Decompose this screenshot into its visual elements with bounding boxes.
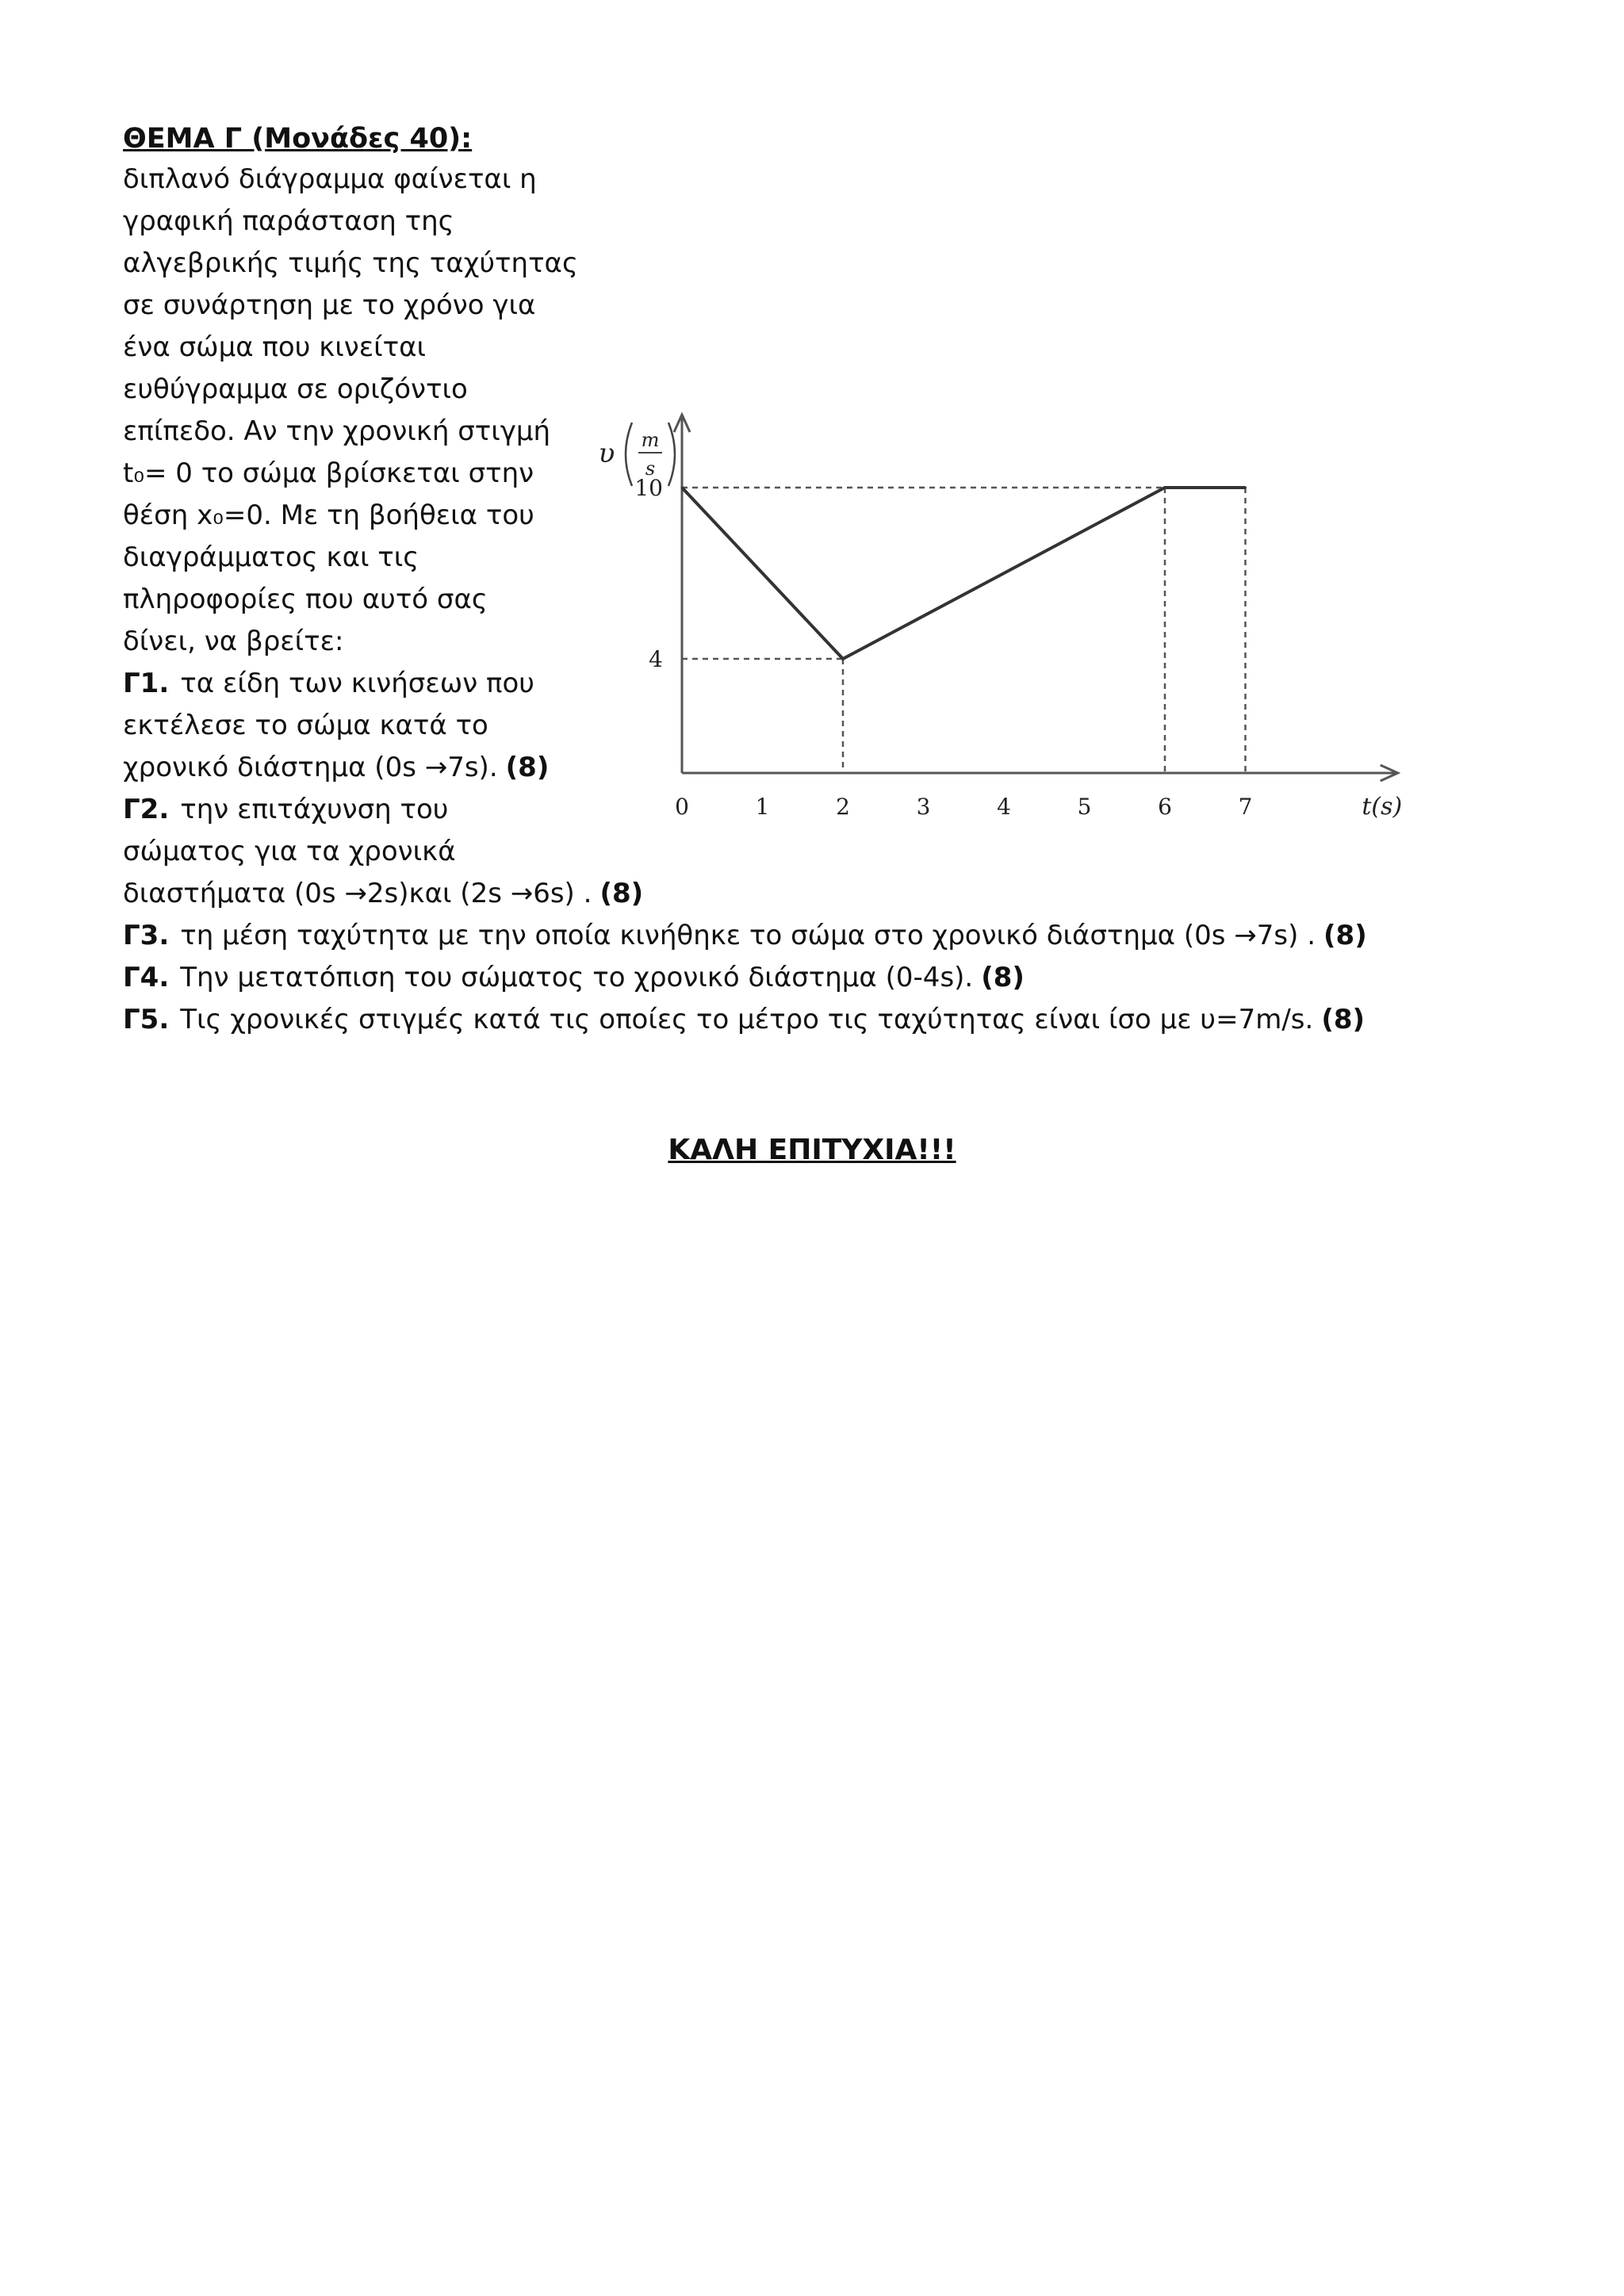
y-axis-paren-left (626, 423, 632, 486)
data-point (842, 658, 845, 660)
question-label: Γ4. (123, 962, 170, 993)
x-tick-label: 0 (675, 794, 689, 820)
x-tick-label: 2 (836, 794, 850, 820)
question-text: τη μέση ταχύτητα με την οποία κινήθηκε το σώμα στο χρονικό διάστημα (0s →7s) . (180, 920, 1316, 951)
intro-line: πληροφορίες που αυτό σας (123, 584, 488, 615)
x-tick-label: 5 (1077, 794, 1092, 820)
intro-line: γραφική παράσταση της (123, 205, 454, 237)
question-label: Γ2. (123, 794, 170, 825)
y-unit-numerator: m (641, 429, 660, 451)
problem-intro (123, 159, 599, 663)
question-text: Την μετατόπιση του σώματος το χρονικό διάστημα (0-4s). (180, 962, 974, 993)
intro-line: ευθύγραμμα σε οριζόντιο (123, 373, 468, 405)
intro-line: σε συνάρτηση με το χρόνο για (123, 289, 536, 321)
chart-series (681, 487, 1247, 660)
intro-line: διπλανό διάγραμμα φαίνεται η (123, 163, 537, 195)
question-label: Γ3. (123, 920, 170, 951)
question-text: την επιτάχυνση του (180, 794, 449, 825)
question-points: (8) (1321, 1004, 1365, 1035)
y-tick-label: 10 (634, 475, 663, 501)
section-heading: ΘΕΜΑ Γ (Μονάδες 40): (123, 123, 473, 155)
question-label: Γ5. (123, 1004, 170, 1035)
intro-line: t₀= 0 το σώμα βρίσκεται στην (123, 457, 534, 489)
question-text: Τις χρονικές στιγμές κατά τις οποίες το μέτρο τις ταχύτητας είναι ίσο με υ=7m/s. (180, 1004, 1314, 1035)
data-point (681, 487, 684, 489)
intro-line: δίνει, να βρείτε: (123, 626, 344, 657)
question-text: διαστήματα (0s →2s)και (2s →6s) . (123, 878, 592, 909)
velocity-line (682, 488, 1246, 659)
x-tick-label: 3 (916, 794, 931, 820)
x-tick-label: 1 (755, 794, 770, 820)
question-g2 (123, 789, 643, 915)
question-text: εκτέλεσε το σώμα κατά το (123, 710, 488, 741)
question-g1 (123, 663, 549, 789)
question-label: Γ1. (123, 668, 170, 699)
closing-wish: ΚΑΛΗ ΕΠΙΤΥΧΙΑ!!! (668, 1134, 956, 1166)
x-tick-label: 6 (1158, 794, 1172, 820)
x-axis-label: t(s) (1362, 793, 1403, 821)
question-points: (8) (505, 752, 550, 783)
intro-line: επίπεδο. Αν την χρονική στιγμή (123, 415, 551, 447)
chart-axes (674, 415, 1398, 781)
question-g4 (123, 957, 1025, 999)
question-text: χρονικό διάστημα (0s →7s). (123, 752, 498, 783)
x-tick-label: 4 (997, 794, 1011, 820)
y-axis-paren-right (668, 423, 675, 486)
intro-line: ένα σώμα που κινείται (123, 331, 427, 363)
y-unit-denominator: s (645, 457, 656, 480)
chart-labels (599, 423, 1403, 821)
data-point (1244, 487, 1247, 489)
intro-line: θέση x₀=0. Με τη βοήθεια του (123, 499, 534, 531)
question-g5 (123, 999, 1365, 1041)
question-points: (8) (1323, 920, 1367, 951)
intro-line: αλγεβρικής τιμής της ταχύτητας (123, 247, 578, 279)
x-tick-label: 7 (1238, 794, 1253, 820)
chart-guides (682, 488, 1246, 773)
question-points: (8) (599, 878, 644, 909)
question-points: (8) (981, 962, 1025, 993)
question-text: σώματος για τα χρονικά (123, 836, 456, 867)
y-axis-label: υ (598, 438, 615, 469)
y-tick-label: 4 (649, 646, 663, 672)
velocity-time-chart (587, 139, 1475, 836)
question-text: τα είδη των κινήσεων που (180, 668, 534, 699)
data-point (1164, 487, 1166, 489)
question-g3 (123, 915, 1367, 957)
intro-line: διαγράμματος και τις (123, 541, 419, 573)
